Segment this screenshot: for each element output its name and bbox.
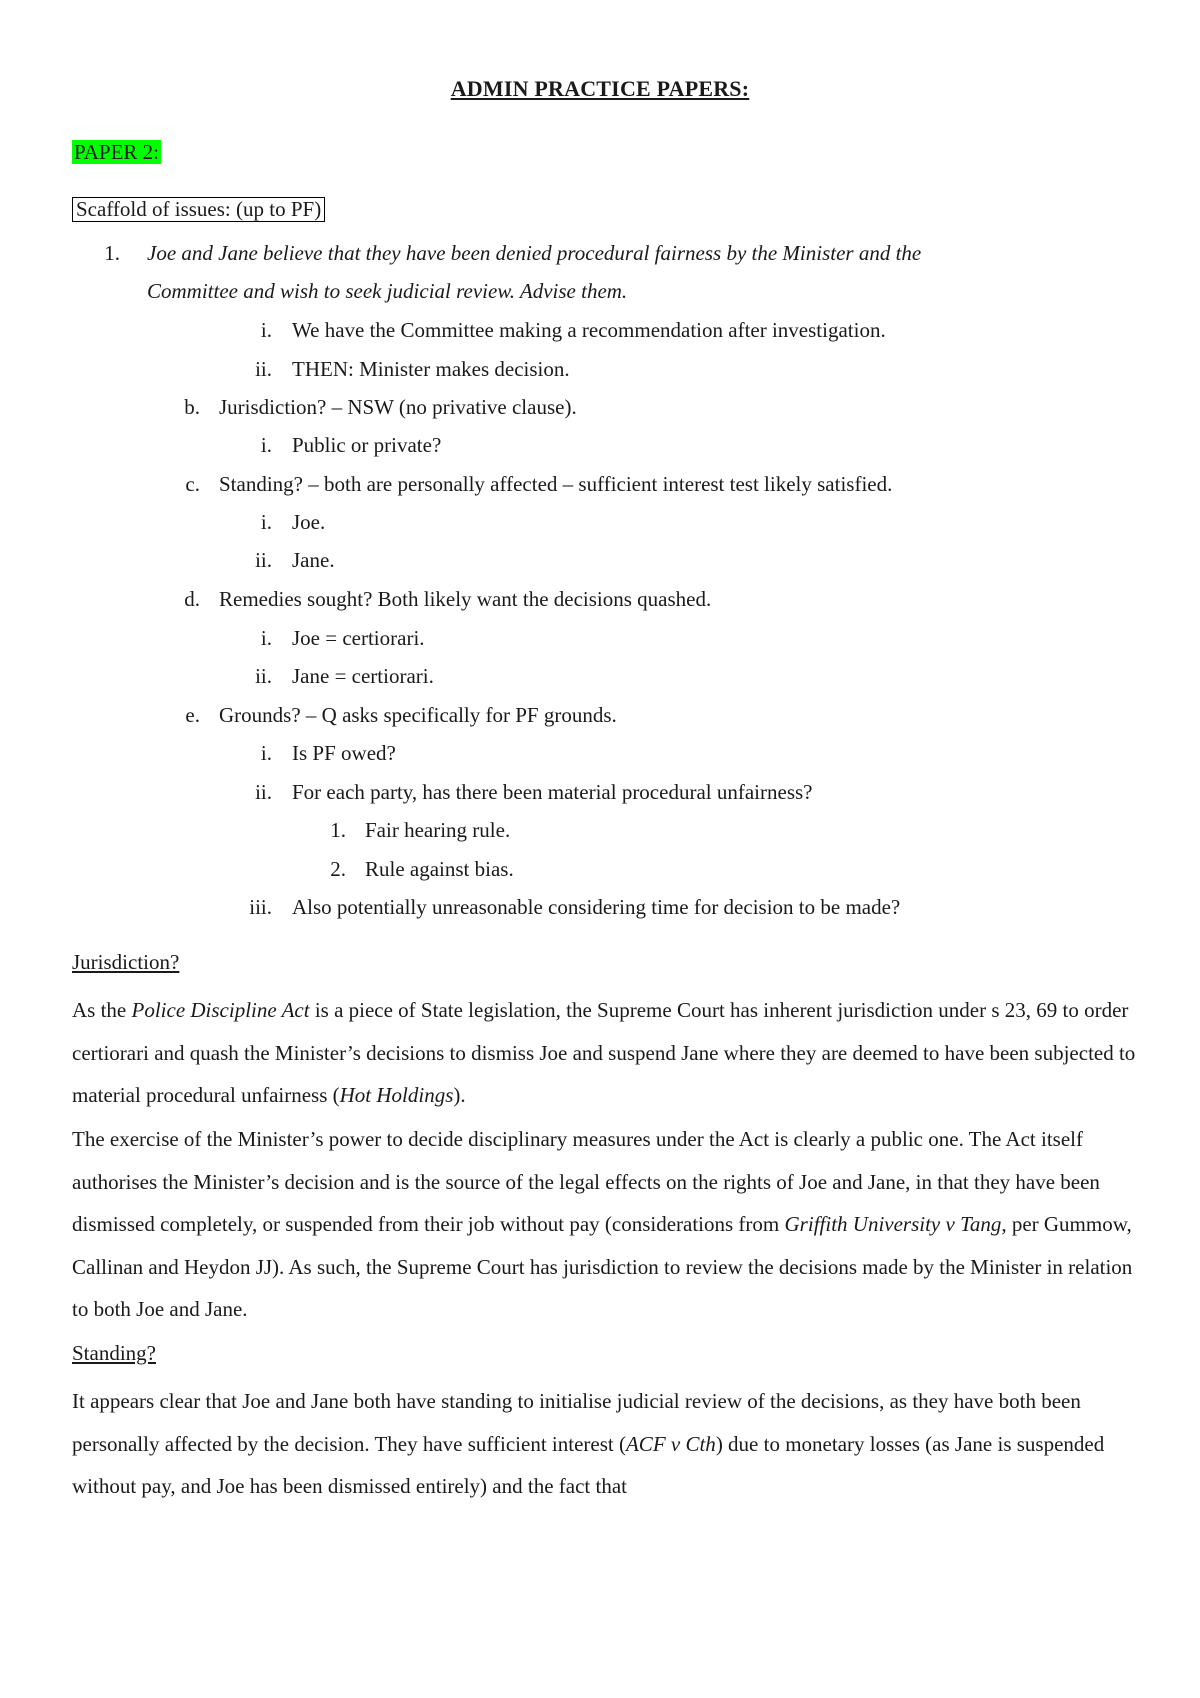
outline-marker: i.: [260, 433, 272, 457]
question-line-2: Committee and wish to seek judicial review. Advise them.: [147, 279, 628, 303]
outline-marker: iii.: [249, 895, 272, 919]
jurisdiction-paragraph-1: As the Police Discipline Act is a piece of State legislation, the Supreme Court has inherent jurisdiction under s 23, 69 to order certiorari and quash the Minister’s decisions to dismiss Joe and suspend Jane where they are deemed to have been subjected to material procedural unfairness (Hot Holdings).: [72, 998, 1136, 1107]
standing-heading: Standing?: [72, 1341, 156, 1365]
outline-item: THEN: Minister makes decision.: [292, 357, 570, 381]
outline-marker: ii.: [255, 664, 272, 688]
outline-marker: e.: [185, 703, 200, 727]
outline-marker: i.: [260, 318, 272, 342]
jurisdiction-paragraph-2: The exercise of the Minister’s power to decide disciplinary measures under the Act is clearly a public one. The Act itself authorises the Minister’s decision and is the source of the legal effects on the rights of Joe and Jane, in that they have been dismissed completely, or suspended from their job without pay (considerations from Griffith University v Tang, per Gummow, Callinan and Heydon JJ). As such, the Supreme Court has jurisdiction to review the decisions made by the Minister in relation to both Joe and Jane.: [72, 1127, 1133, 1321]
outline-item: We have the Committee making a recommendation after investigation.: [292, 318, 886, 342]
outline-item: Joe.: [292, 510, 326, 534]
outline-item: Jurisdiction? – NSW (no privative clause).: [219, 395, 577, 419]
question-number: 1.: [104, 241, 120, 265]
outline-item: Remedies sought? Both likely want the decisions quashed.: [219, 587, 712, 611]
jurisdiction-heading: Jurisdiction?: [72, 950, 180, 974]
paper-label-highlight: PAPER 2:: [74, 140, 160, 164]
outline-item: Also potentially unreasonable considering time for decision to be made?: [292, 895, 901, 919]
case-citation: Griffith University v Tang: [784, 1212, 1002, 1236]
outline-marker: 2.: [330, 857, 346, 881]
outline-marker: c.: [185, 472, 200, 496]
outline-item: Jane.: [292, 548, 335, 572]
outline-item: Public or private?: [292, 433, 442, 457]
outline-item: Fair hearing rule.: [365, 818, 511, 842]
outline-marker: i.: [260, 741, 272, 765]
outline-item: For each party, has there been material procedural unfairness?: [292, 780, 813, 804]
scaffold-label-box: Scaffold of issues: (up to PF): [72, 197, 325, 222]
outline-item: Jane = certiorari.: [292, 664, 434, 688]
act-name: Police Discipline Act: [131, 998, 310, 1022]
outline-item: Grounds? – Q asks specifically for PF grounds.: [219, 703, 617, 727]
case-citation: ACF v Cth: [625, 1431, 716, 1456]
outline-item: Is PF owed?: [292, 741, 396, 765]
outline-item: Joe = certiorari.: [292, 626, 425, 650]
outline-marker: ii.: [255, 357, 272, 381]
document-title: ADMIN PRACTICE PAPERS:: [450, 76, 750, 101]
question-line-1: Joe and Jane believe that they have been denied procedural fairness by the Minister and the: [147, 241, 922, 265]
outline-marker: b.: [184, 395, 200, 419]
outline-marker: 1.: [330, 818, 346, 842]
outline-marker: i.: [260, 626, 272, 650]
standing-paragraph-1: It appears clear that Joe and Jane both have standing to initialise judicial review of the decisions, as they have both been personally affected by the decision. They have sufficient interest (ACF v Cth) due to monetary losses (as Jane is suspended without pay, and Joe has been dismissed entirely) and the fact that: [72, 1389, 1105, 1498]
outline-item: Rule against bias.: [365, 857, 514, 881]
case-citation: Hot Holdings: [339, 1083, 454, 1107]
outline-marker: ii.: [255, 780, 272, 804]
outline-marker: d.: [184, 587, 200, 611]
outline-marker: i.: [260, 510, 272, 534]
outline-marker: ii.: [255, 548, 272, 572]
outline-item: Standing? – both are personally affected – sufficient interest test likely satisfied.: [219, 472, 893, 496]
